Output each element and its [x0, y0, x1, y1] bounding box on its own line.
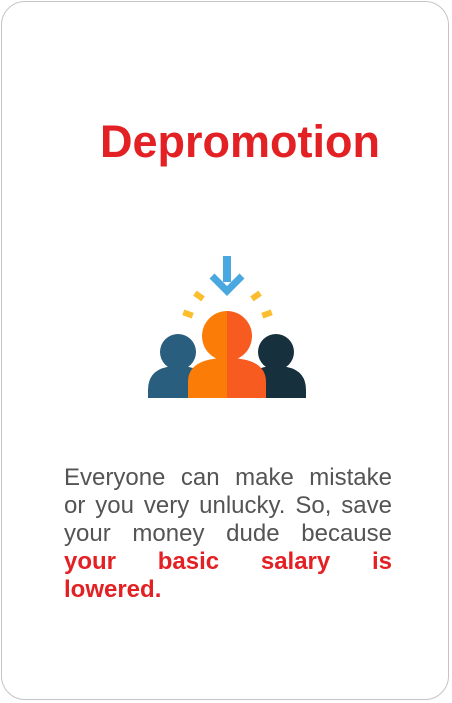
down-arrow-icon	[212, 256, 242, 291]
description-line: your money dude because	[64, 520, 392, 547]
description-line: Everyone can make mistake	[64, 464, 392, 491]
card-title: Depromotion	[100, 116, 380, 167]
card	[1, 1, 449, 700]
center-person-icon	[188, 311, 266, 398]
description-highlight: lowered.	[64, 576, 162, 603]
demoted-person-icon	[142, 254, 312, 402]
card-description	[64, 464, 392, 604]
description-highlight: your basic salary is	[64, 548, 392, 575]
description-line: or you very unlucky. So, save	[64, 492, 392, 519]
